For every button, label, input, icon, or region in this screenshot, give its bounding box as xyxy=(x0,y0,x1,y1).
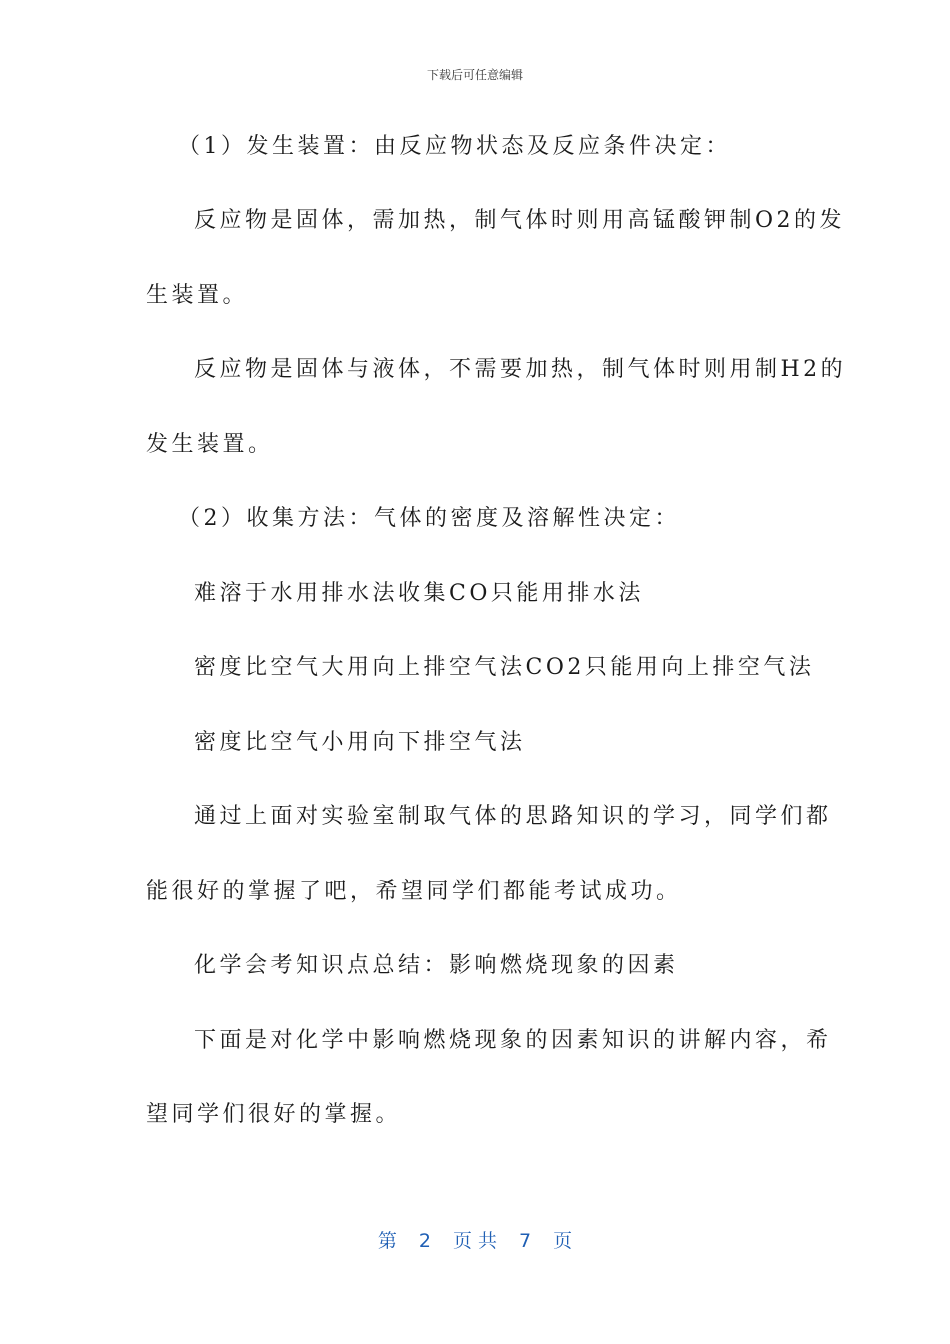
paragraph-line: （2）收集方法：气体的密度及溶解性决定： xyxy=(178,506,680,531)
paragraph-line: 能很好的掌握了吧，希望同学们都能考试成功。 xyxy=(146,879,682,904)
page-footer xyxy=(0,1226,950,1253)
paragraph-line: 望同学们很好的掌握。 xyxy=(146,1102,402,1127)
paragraph-line: 发生装置。 xyxy=(146,432,274,457)
footer-prefix: 第 xyxy=(377,1230,397,1252)
paragraph-line: 下面是对化学中影响燃烧现象的因素知识的讲解内容，希 xyxy=(194,1028,832,1053)
paragraph-line: （1）发生装置：由反应物状态及反应条件决定： xyxy=(178,134,731,159)
footer-total-pages: 7 xyxy=(519,1230,532,1252)
page-header: 下载后可任意编辑 xyxy=(426,68,523,82)
paragraph-line: 密度比空气大用向上排空气法CO2只能用向上排空气法 xyxy=(194,655,815,680)
paragraph-line: 通过上面对实验室制取气体的思路知识的学习，同学们都 xyxy=(194,804,832,829)
footer-page-number: 2 xyxy=(418,1230,431,1252)
footer-middle: 页 共 xyxy=(452,1230,498,1252)
paragraph-line: 反应物是固体与液体，不需要加热，制气体时则用制H2的 xyxy=(194,357,847,382)
paragraph-line: 难溶于水用排水法收集CO只能用排水法 xyxy=(194,581,644,606)
paragraph-line: 反应物是固体，需加热，制气体时则用高锰酸钾制O2的发 xyxy=(194,208,846,233)
paragraph-line: 密度比空气小用向下排空气法 xyxy=(194,730,526,755)
footer-suffix: 页 xyxy=(553,1230,573,1252)
paragraph-line: 化学会考知识点总结：影响燃烧现象的因素 xyxy=(194,953,679,978)
paragraph-line: 生装置。 xyxy=(146,283,249,308)
